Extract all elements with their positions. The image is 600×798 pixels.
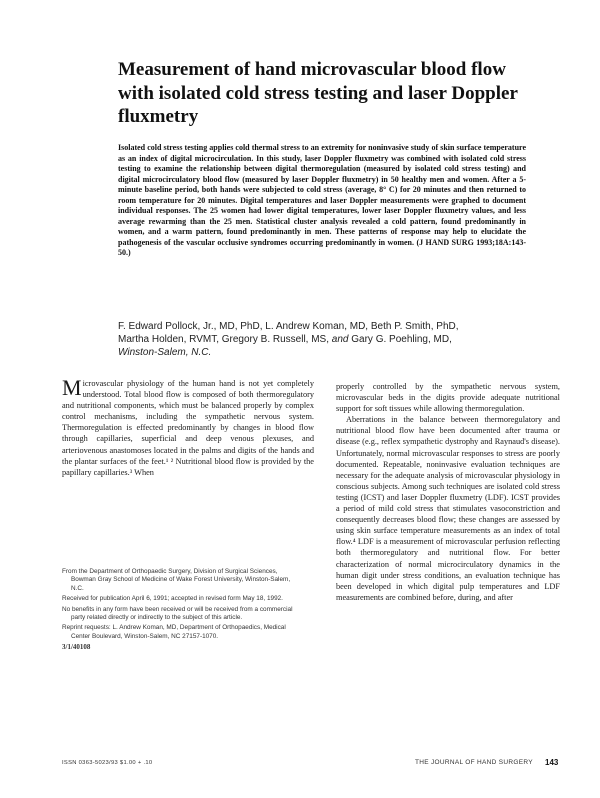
footnotes [62,568,300,654]
body-paragraph-1 [62,375,314,478]
body-paragraph-1-text: icrovascular physiology of the human hand is not yet completely understood. Total blood flow is composed of both thermoregulatory and nutritional components, which must be balanced properly by complex control mechanisms, including the sympathetic nervous system. Thermoregulation is effected predominantly by changes in blood flow through capillaries, superficial and deep venous plexuses, and arteriovenous anastomoses located in the palms and digits of the hands and the plantar surfaces of the feet.¹ ² Nutritional blood flow is provided by the papillary capillaries.³ When [62,379,314,477]
author-line-2 [118,333,518,346]
footnote-affiliation: From the Department of Orthopaedic Surgery, Division of Surgical Sciences, Bowman Gray School of Medicine of Wake Forest University, Winston-Salem, N.C. [62,568,291,592]
author-and: and [331,334,349,345]
abstract-citation: (J HAND SURG 1993;18A:143-50.) [118,237,526,257]
drop-cap: M [62,375,82,400]
body-column-left [62,375,314,478]
footnote-received: Received for publication April 6, 1991; accepted in revised form May 18, 1992. [62,595,283,603]
body-paragraph-continued: properly controlled by the sympathetic nervous system, microvascular beds in the digits provide adequate nutritional support for soft tissues while allowing thermoregulation. [336,382,560,414]
author-line-2b: Gary G. Poehling, MD, [351,334,452,345]
author-line-2a: Martha Holden, RVMT, Gregory B. Russell, MS, [118,334,329,345]
article-title: Measurement of hand microvascular blood flow with isolated cold stress testing and laser Doppler fluxmetry [118,59,518,127]
footer-journal: THE JOURNAL OF HAND SURGERY [415,759,533,766]
page-number: 143 [545,758,559,767]
author-location: Winston-Salem, N.C. [118,347,212,358]
footnote-reprints: Reprint requests: L. Andrew Koman, MD, Department of Orthopaedics, Medical Center Boulevard, Winston-Salem, NC 27157-1070. [62,624,286,640]
footnote-code: 3/1/40108 [62,643,91,652]
body-column-right [336,381,560,603]
author-line-1: F. Edward Pollock, Jr., MD, PhD, L. Andrew Koman, MD, Beth P. Smith, PhD, [118,321,459,332]
author-list [118,320,518,359]
footnote-disclosure: No benefits in any form have been received or will be received from a commercial party related directly or indirectly to the subject of this article. [62,605,293,622]
body-paragraph-2: Aberrations in the balance between thermoregulatory and nutritional blood flow have been documented after trauma or disease (e.g., reflex sympathetic dystrophy and Raynaud's disease). Unfortunately, normal microvascular responses to stress are poorly documented. Repeatable, noninvasive evaluation techniques are necessary for the adequate analysis of microvascular physiology in conscious subjects. Among such techniques are isolated cold stress testing (ICST) and laser Doppler fluxmetry (LDF). ICST provides a period of mild cold stress that stimulates vasoconstriction and consequently decreases blood flow; these changes are assessed by using skin surface temperature measurements as an index of total flow.⁴ LDF is a measurement of microvascular perfusion reflecting both thermoregulatory and nutritional flow. For better characterization of normal microcirculatory dynamics in the human digit under stress conditions, an evaluation technique has been developed in which digital pulp temperatures and LDF measurements are combined before, during, and after [336,415,560,602]
abstract [118,143,526,259]
footer-issn: ISSN 0363-5023/93 $1.00 + .10 [62,760,153,766]
abstract-text: Isolated cold stress testing applies cold thermal stress to an extremity for noninvasive study of skin surface temperature as an index of digital microcirculation. In this study, laser Doppler fluxmetry was combined with isolated cold stress testing to examine the relationship between digital thermoregulation (measured by isolated cold stress testing) and digital microcirculatory blood flow (measured by laser Doppler fluxmetry) in 50 healthy men and women. After a 5-minute baseline period, both hands were subjected to cold stress (average, 8° C) for 20 minutes and then returned to room temperature for 20 minutes. Digital temperatures and laser Doppler measurements were graphed to document individual responses. The 25 women had lower digital temperatures, lower laser Doppler fluxmetry values, and less average rewarming than the 25 men. Statistical cluster analysis revealed a cold pattern, found predominantly in women, and a warm pattern, found predominantly in men. These patterns of response may help to elucidate the pathogenesis of the vascular occlusive syndromes occurring predominantly in women. [118,143,526,247]
